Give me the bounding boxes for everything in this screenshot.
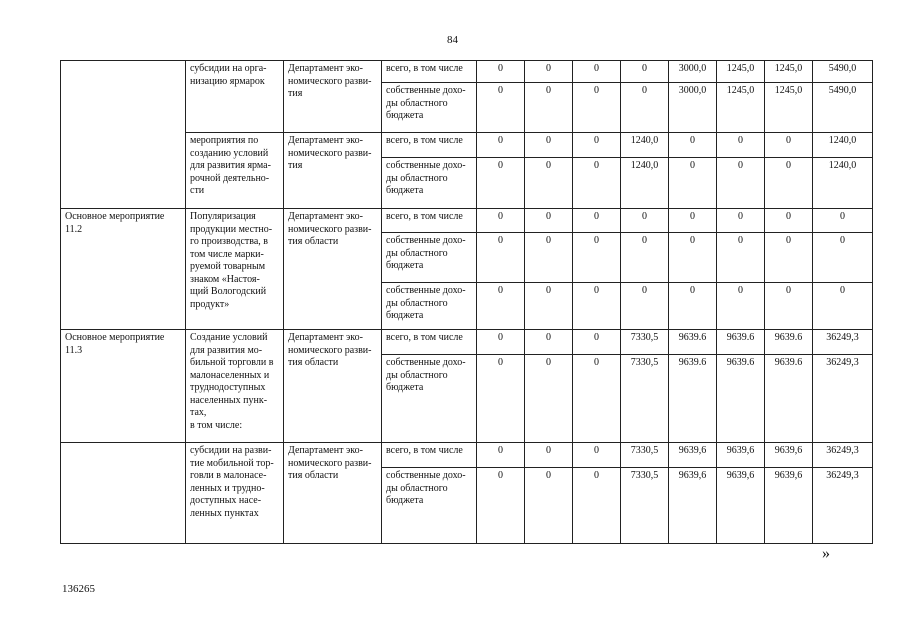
value-cell: 0 xyxy=(525,283,573,330)
value-cell: 9639.6 xyxy=(669,355,717,443)
value-cell: 0 xyxy=(477,133,525,158)
value-cell: 0 xyxy=(573,233,621,283)
value-cell: 0 xyxy=(765,133,813,158)
funding-type-cell: всего, в том числе xyxy=(382,443,477,468)
program-cell xyxy=(61,443,186,544)
value-cell: 0 xyxy=(477,209,525,233)
value-cell: 0 xyxy=(717,283,765,330)
value-cell: 1240,0 xyxy=(621,158,669,209)
value-cell: 9639.6 xyxy=(765,355,813,443)
value-cell: 7330,5 xyxy=(621,355,669,443)
value-cell: 3000,0 xyxy=(669,61,717,83)
value-cell: 0 xyxy=(477,158,525,209)
value-cell: 1240,0 xyxy=(621,133,669,158)
funding-type-cell: всего, в том числе xyxy=(382,61,477,83)
page-number: 84 xyxy=(447,34,458,46)
value-cell: 0 xyxy=(477,468,525,544)
value-cell: 0 xyxy=(717,158,765,209)
funding-type-cell: всего, в том числе xyxy=(382,330,477,355)
value-cell: 9639.6 xyxy=(717,355,765,443)
value-cell: 0 xyxy=(621,209,669,233)
value-cell: 0 xyxy=(477,233,525,283)
value-cell: 0 xyxy=(477,355,525,443)
program-cell xyxy=(61,61,186,209)
value-cell: 0 xyxy=(717,133,765,158)
value-cell: 1245,0 xyxy=(717,61,765,83)
value-cell: 0 xyxy=(477,443,525,468)
funding-type-cell: собственные дохо- ды областного бюджета xyxy=(382,355,477,443)
budget-table xyxy=(60,60,873,544)
value-cell: 0 xyxy=(525,443,573,468)
value-cell: 0 xyxy=(765,283,813,330)
value-cell: 36249,3 xyxy=(813,355,873,443)
value-cell: 1245,0 xyxy=(717,83,765,133)
funding-type-cell: всего, в том числе xyxy=(382,133,477,158)
document-code: 136265 xyxy=(62,583,95,595)
table-row xyxy=(61,443,873,468)
value-cell: 0 xyxy=(621,83,669,133)
table-row xyxy=(61,330,873,355)
value-cell: 1245,0 xyxy=(765,83,813,133)
value-cell: 0 xyxy=(525,209,573,233)
value-cell: 0 xyxy=(573,355,621,443)
value-cell: 0 xyxy=(669,283,717,330)
funding-type-cell: собственные дохо- ды областного бюджета xyxy=(382,158,477,209)
value-cell: 0 xyxy=(573,468,621,544)
funding-type-cell: собственные дохо- ды областного бюджета xyxy=(382,83,477,133)
value-cell: 0 xyxy=(477,330,525,355)
value-cell: 0 xyxy=(525,83,573,133)
value-cell: 36249,3 xyxy=(813,443,873,468)
value-cell: 0 xyxy=(717,233,765,283)
value-cell: 0 xyxy=(525,468,573,544)
value-cell: 0 xyxy=(669,209,717,233)
value-cell: 0 xyxy=(765,158,813,209)
value-cell: 0 xyxy=(621,233,669,283)
value-cell: 0 xyxy=(573,209,621,233)
value-cell: 9639,6 xyxy=(717,443,765,468)
value-cell: 36249,3 xyxy=(813,468,873,544)
value-cell: 9639,6 xyxy=(765,443,813,468)
program-cell: Основное мероприятие 11.3 xyxy=(61,330,186,443)
value-cell: 0 xyxy=(573,83,621,133)
value-cell: 36249,3 xyxy=(813,330,873,355)
continuation-mark: » xyxy=(822,545,830,562)
program-cell: Основное мероприятие 11.2 xyxy=(61,209,186,330)
value-cell: 0 xyxy=(477,83,525,133)
value-cell: 0 xyxy=(573,443,621,468)
responsible-cell: Департамент эко- номического разви- тия области xyxy=(284,443,382,544)
value-cell: 0 xyxy=(765,209,813,233)
value-cell: 0 xyxy=(525,355,573,443)
value-cell: 1240,0 xyxy=(813,133,873,158)
activity-cell: мероприятия по созданию условий для развития ярма- рочной деятельно- сти xyxy=(186,133,284,209)
value-cell: 0 xyxy=(813,233,873,283)
value-cell: 0 xyxy=(717,209,765,233)
value-cell: 0 xyxy=(669,158,717,209)
table-row xyxy=(61,61,873,83)
value-cell: 0 xyxy=(669,133,717,158)
value-cell: 0 xyxy=(621,61,669,83)
value-cell: 0 xyxy=(477,61,525,83)
value-cell: 0 xyxy=(525,61,573,83)
value-cell: 3000,0 xyxy=(669,83,717,133)
value-cell: 0 xyxy=(525,233,573,283)
value-cell: 9639,6 xyxy=(669,468,717,544)
funding-type-cell: собственные дохо- ды областного бюджета xyxy=(382,233,477,283)
value-cell: 7330,5 xyxy=(621,443,669,468)
value-cell: 5490,0 xyxy=(813,61,873,83)
value-cell: 1245,0 xyxy=(765,61,813,83)
value-cell: 0 xyxy=(573,330,621,355)
value-cell: 7330,5 xyxy=(621,468,669,544)
funding-type-cell: всего, в том числе xyxy=(382,209,477,233)
value-cell: 9639.6 xyxy=(765,330,813,355)
responsible-cell: Департамент эко- номического разви- тия области xyxy=(284,330,382,443)
value-cell: 0 xyxy=(573,61,621,83)
value-cell: 0 xyxy=(525,133,573,158)
value-cell: 7330,5 xyxy=(621,330,669,355)
value-cell: 0 xyxy=(573,133,621,158)
value-cell: 1240,0 xyxy=(813,158,873,209)
funding-type-cell: собственные дохо- ды областного бюджета xyxy=(382,468,477,544)
value-cell: 0 xyxy=(813,209,873,233)
value-cell: 9639.6 xyxy=(669,330,717,355)
value-cell: 0 xyxy=(573,283,621,330)
value-cell: 0 xyxy=(477,283,525,330)
value-cell: 0 xyxy=(573,158,621,209)
value-cell: 0 xyxy=(765,233,813,283)
funding-type-cell: собственные дохо- ды областного бюджета xyxy=(382,283,477,330)
value-cell: 0 xyxy=(525,158,573,209)
value-cell: 9639,6 xyxy=(765,468,813,544)
responsible-cell: Департамент эко- номического разви- тия xyxy=(284,61,382,133)
activity-cell: Популяризация продукции местно- го производства, в том числе марки- руемой товарным знаком «Настоя- щий Вологодский продукт» xyxy=(186,209,284,330)
value-cell: 5490,0 xyxy=(813,83,873,133)
activity-cell: субсидии на разви- тие мобильной тор- говли в малонасе- ленных и трудно- доступных насе- ленных пунктах xyxy=(186,443,284,544)
activity-cell: Создание условий для развития мо- бильной торговли в малонаселенных и труднодоступных населенных пунк- тах, в том числе: xyxy=(186,330,284,443)
activity-cell: субсидии на орга- низацию ярмарок xyxy=(186,61,284,133)
value-cell: 9639,6 xyxy=(717,468,765,544)
table-row xyxy=(61,209,873,233)
value-cell: 9639.6 xyxy=(717,330,765,355)
value-cell: 0 xyxy=(813,283,873,330)
responsible-cell: Департамент эко- номического разви- тия области xyxy=(284,209,382,330)
value-cell: 0 xyxy=(525,330,573,355)
value-cell: 0 xyxy=(669,233,717,283)
value-cell: 9639,6 xyxy=(669,443,717,468)
responsible-cell: Департамент эко- номического разви- тия xyxy=(284,133,382,209)
value-cell: 0 xyxy=(621,283,669,330)
